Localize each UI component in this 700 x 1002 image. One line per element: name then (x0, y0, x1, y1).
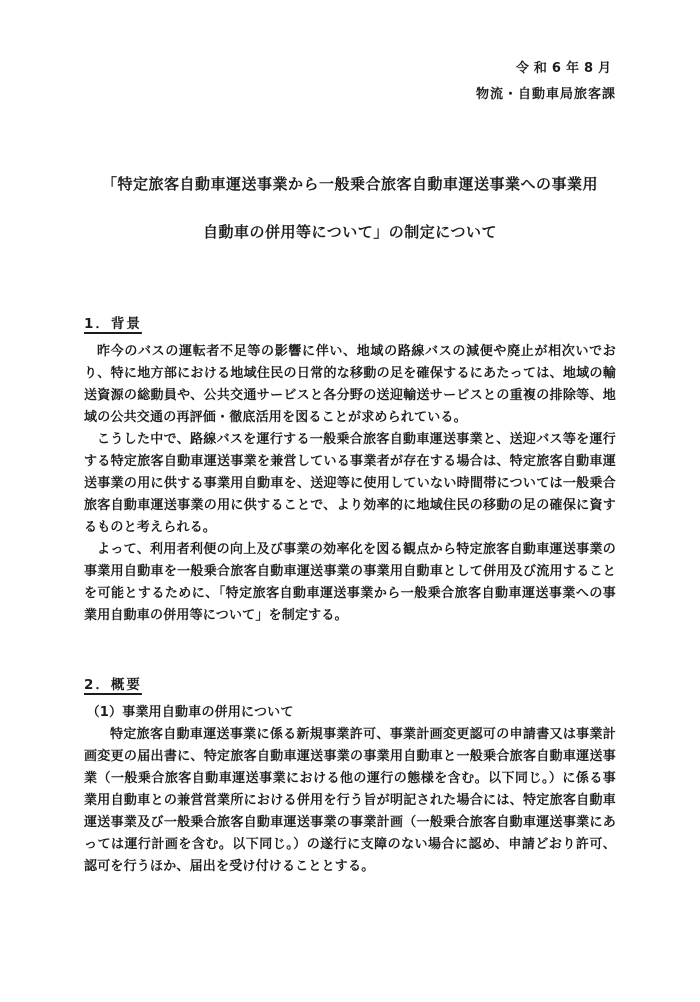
title-line-1: 「特定旅客自動車運送事業から一般乗合旅客自動車運送事業への事業用 (101, 175, 598, 193)
section-1-heading: 1．背景 (84, 316, 142, 332)
document-title (84, 160, 616, 256)
section-2-heading: 2．概要 (84, 677, 142, 693)
document-header (84, 56, 616, 108)
section-2-subheading: （1）事業用自動車の併用について (86, 705, 294, 720)
section-background (84, 312, 616, 627)
title-line-2: 自動車の併用等について」の制定について (203, 223, 497, 241)
section-2-paragraph-1: 特定旅客自動車運送事業に係る新規事業許可、事業計画変更認可の申請書又は事業計画変更の届出書に、特定旅客自動車運送事業の事業用自動車と一般乗合旅客自動車運送事業（一般乗合旅客自動車運送事業における他の運行の態様を含む。以下同じ。）に係る事業用自動車との兼営営業所における併用を行う旨が明記された場合には、特定旅客自動車運送事業及び一般乗合旅客自動車運送事業の事業計画（一般乗合旅客自動車運送事業にあっては運行計画を含む。以下同じ。）の遂行に支障のない場合に認め、申請どおり許可、認可を行うほか、届出を受け付けることとする。 (84, 727, 616, 874)
section-1-paragraph-2: こうした中で、路線バスを運行する一般乗合旅客自動車運送事業と、送迎バス等を運行する特定旅客自動車運送事業を兼営している事業者が存在する場合は、特定旅客自動車運送事業の用に供する事業用自動車を、送迎等に使用していない時間帯については一般乗合旅客自動車運送事業の用に供することで、より効率的に地域住民の移動の足の確保に資するものと考えられる。 (84, 432, 616, 535)
section-overview (84, 673, 616, 878)
section-1-paragraph-1: 昨今のバスの運転者不足等の影響に伴い、地域の路線バスの減便や廃止が相次いでおり、特に地方部における地域住民の日常的な移動の足を確保するにあたっては、地域の輸送資源の総動員や、公共交通サービスと各分野の送迎輸送サービスとの重複の排除等、地域の公共交通の再評価・徹底活用を図ることが求められている。 (84, 344, 616, 425)
document-date: 令和6年8月 (515, 61, 616, 76)
document-department: 物流・自動車局旅客課 (475, 87, 616, 102)
section-1-paragraph-3: よって、利用者利便の向上及び事業の効率化を図る観点から特定旅客自動車運送事業の事業用自動車を一般乗合旅客自動車運送事業の事業用自動車として併用及び流用することを可能とするために、「特定旅客自動車運送事業から一般乗合旅客自動車運送事業への事業用自動車の併用等について」を制定する。 (84, 542, 616, 623)
